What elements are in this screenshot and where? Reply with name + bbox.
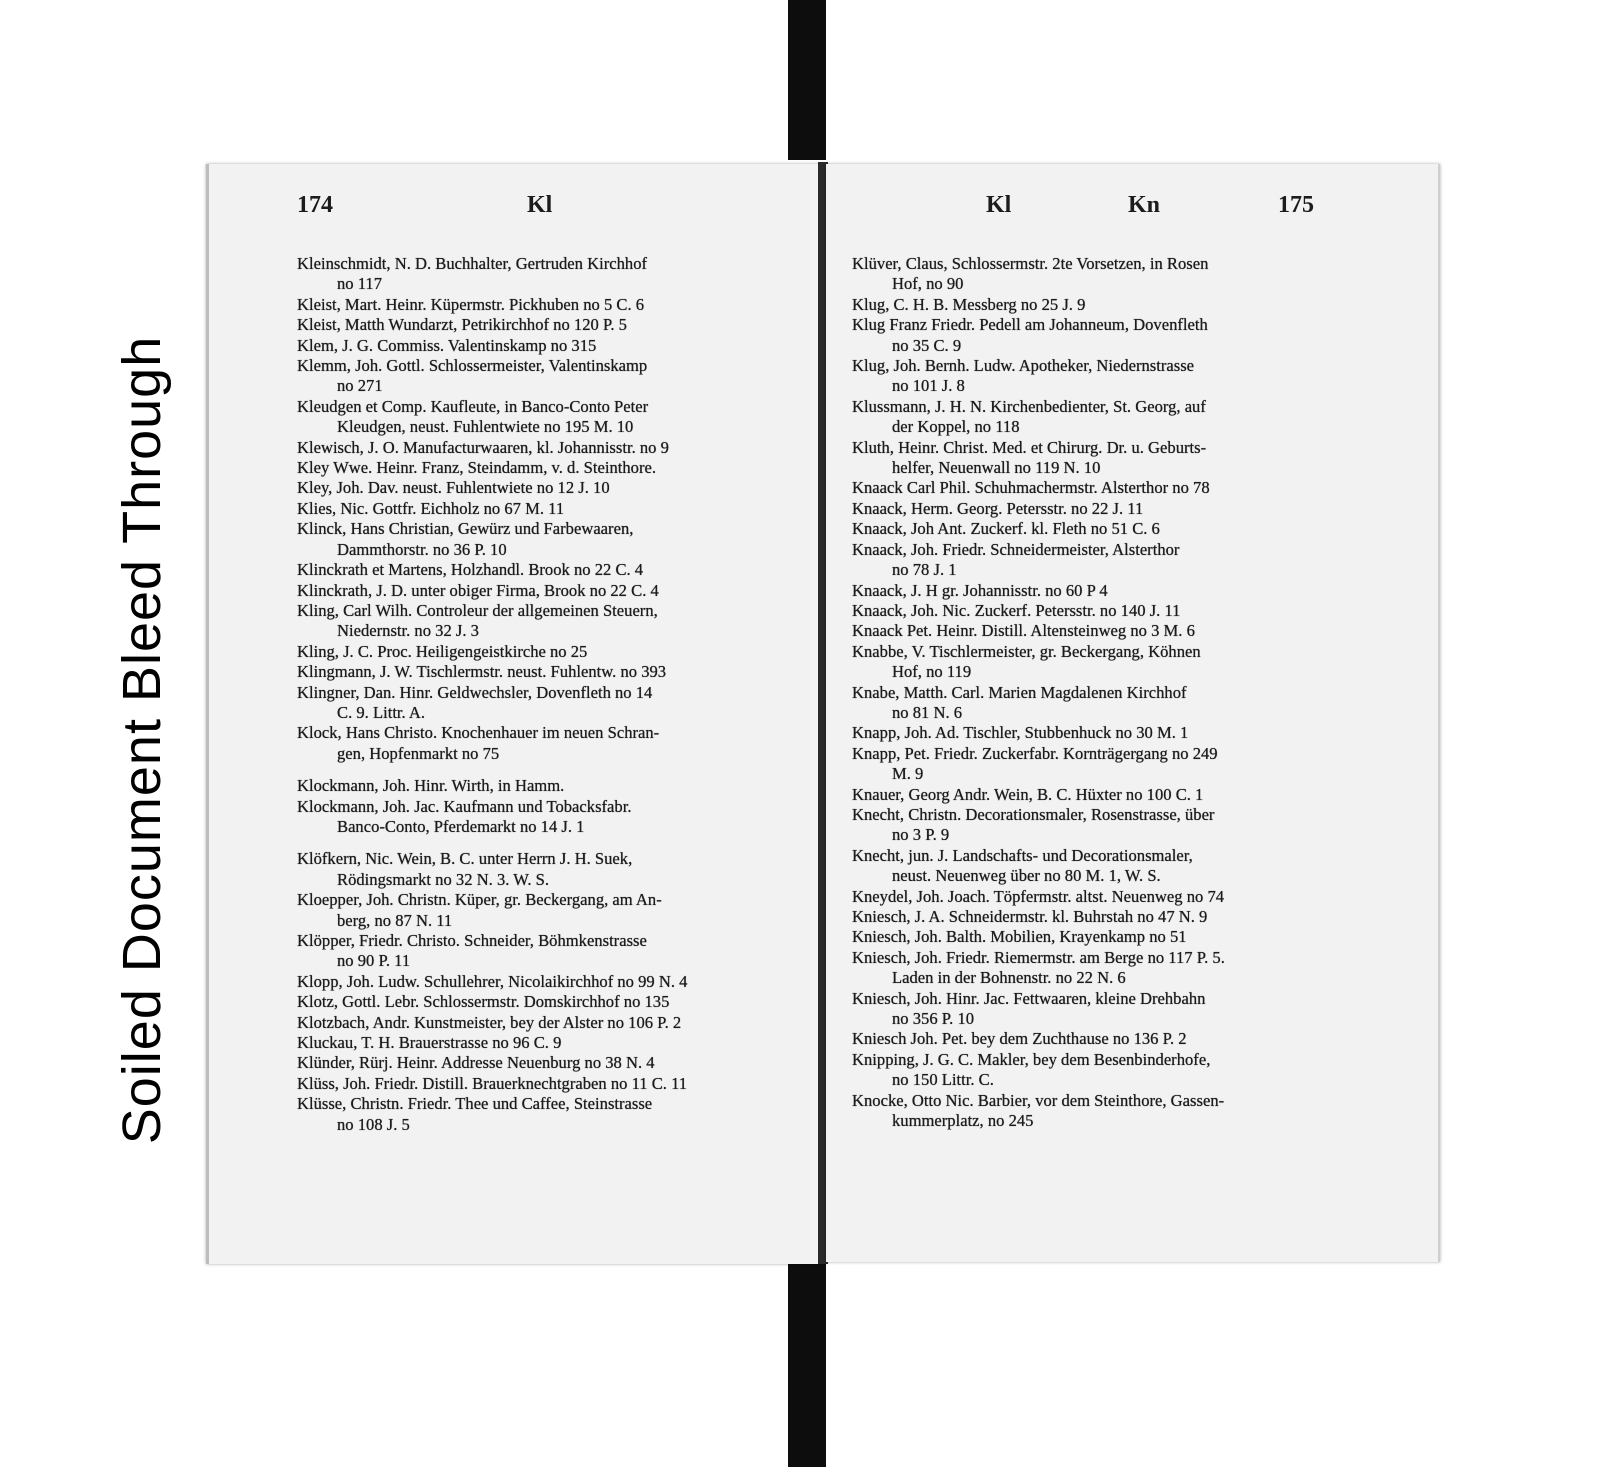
entry-text: Klockmann, Joh. Hinr. Wirth, in Hamm. [297, 776, 565, 796]
binding-spine-bottom [788, 1262, 826, 1467]
right-page-header-left: Kl [986, 192, 1012, 218]
entry-continuation: kummerplatz, no 245 [892, 1111, 1034, 1131]
directory-entry [297, 1013, 809, 1033]
directory-entry [852, 927, 1372, 947]
entry-continuation: no 35 C. 9 [892, 335, 962, 355]
entry-text: Knaack Pet. Heinr. Distill. Altensteinweg no 3 M. 6 [852, 621, 1195, 641]
entry-continuation: neust. Neuenweg über no 80 M. 1, W. S. [892, 866, 1161, 886]
entry-text: Knocke, Otto Nic. Barbier, vor dem Steinthore, Gassen- [852, 1090, 1225, 1110]
entry-text: Klussmann, J. H. N. Kirchenbedienter, St. Georg, auf [852, 396, 1206, 416]
directory-entry [852, 478, 1372, 498]
directory-entry [297, 776, 809, 796]
directory-entry [852, 1029, 1372, 1049]
left-page [206, 164, 823, 1264]
directory-entry [852, 601, 1372, 621]
entry-text: Kniesch, J. A. Schneidermstr. kl. Buhrstah no 47 N. 9 [852, 907, 1208, 926]
directory-entry [297, 683, 809, 724]
directory-entry [297, 642, 809, 662]
entry-continuation: berg, no 87 N. 11 [337, 910, 453, 930]
directory-entry [852, 356, 1372, 397]
directory-entry [297, 560, 809, 580]
entry-text: Kluckau, T. H. Brauerstrasse no 96 C. 9 [297, 1033, 562, 1053]
directory-entry [297, 1033, 809, 1053]
entry-text: Knaack Carl Phil. Schuhmachermstr. Alsterthor no 78 [852, 478, 1210, 498]
entry-text: Klüss, Joh. Friedr. Distill. Brauerknechtgraben no 11 C. 11 [297, 1073, 688, 1093]
entry-text: Klüsse, Christn. Friedr. Thee und Caffee, Steinstrasse [297, 1094, 653, 1114]
entry-text: Kneydel, Joh. Joach. Töpfermstr. altst. Neuenweg no 74 [852, 886, 1225, 906]
entry-text: Klock, Hans Christo. Knochenhauer im neuen Schran- [297, 723, 660, 743]
directory-entry [297, 478, 809, 498]
directory-entry [297, 723, 809, 764]
entry-text: Klüver, Claus, Schlossermstr. 2te Vorsetzen, in Rosen [852, 254, 1209, 273]
entry-text: Knauer, Georg Andr. Wein, B. C. Hüxter no 100 C. 1 [852, 784, 1204, 804]
entry-text: Knaack, Joh. Friedr. Schneidermeister, Alsterthor [852, 539, 1180, 559]
entry-text: Klöfkern, Nic. Wein, B. C. unter Herrn J. H. Suek, [297, 849, 633, 869]
directory-entry [297, 519, 809, 560]
entry-text: Knabe, Matth. Carl. Marien Magdalenen Kirchhof [852, 682, 1187, 702]
entry-text: Knaack, Joh Ant. Zuckerf. kl. Fleth no 51 C. 6 [852, 519, 1160, 539]
directory-entry [852, 907, 1372, 927]
entry-text: Klinck, Hans Christian, Gewürz und Farbewaaren, [297, 519, 634, 539]
entry-text: Kling, J. C. Proc. Heiligengeistkirche no 25 [297, 641, 588, 661]
directory-entry [297, 581, 809, 601]
entry-text: Kniesch, Joh. Balth. Mobilien, Krayenkamp no 51 [852, 927, 1187, 947]
entry-continuation: no 81 N. 6 [892, 702, 963, 722]
directory-entry [852, 1050, 1372, 1091]
directory-entry [297, 972, 809, 992]
entry-continuation: Kleudgen, neust. Fuhlentwiete no 195 M. 10 [337, 417, 634, 437]
entry-text: Klockmann, Joh. Jac. Kaufmann und Tobacksfabr. [297, 796, 632, 816]
directory-entry [297, 1094, 809, 1135]
directory-entry [852, 723, 1372, 743]
directory-entry [852, 1091, 1372, 1132]
entry-text: Klöpper, Friedr. Christo. Schneider, Böhmkenstrasse [297, 931, 647, 950]
directory-entry [297, 1074, 809, 1094]
directory-entry [297, 356, 809, 397]
directory-entry [297, 992, 809, 1012]
entry-text: Kniesch, Joh. Hinr. Jac. Fettwaaren, kleine Drehbahn [852, 988, 1206, 1008]
entry-continuation: Banco-Conto, Pferdemarkt no 14 J. 1 [337, 816, 585, 836]
entry-text: Kleudgen et Comp. Kaufleute, in Banco-Conto Peter [297, 396, 649, 416]
directory-entry [852, 683, 1372, 724]
directory-entry [852, 519, 1372, 539]
entry-text: Klünder, Rürj. Heinr. Addresse Neuenburg no 38 N. 4 [297, 1053, 655, 1073]
directory-entry [852, 499, 1372, 519]
directory-entry [297, 849, 809, 890]
entry-text: Kleist, Matth Wundarzt, Petrikirchhof no 120 P. 5 [297, 315, 627, 335]
directory-entry [297, 438, 809, 458]
entry-continuation: Dammthorstr. no 36 P. 10 [337, 539, 507, 559]
entry-text: Knecht, jun. J. Landschafts- und Decorationsmaler, [852, 845, 1193, 865]
entry-text: Kley Wwe. Heinr. Franz, Steindamm, v. d. Steinthore. [297, 458, 657, 478]
entry-continuation: no 3 P. 9 [892, 825, 950, 845]
directory-entry [297, 890, 809, 931]
directory-entry [852, 989, 1372, 1030]
directory-entry [852, 846, 1372, 887]
directory-entry [852, 642, 1372, 683]
entry-continuation: C. 9. Littr. A. [337, 702, 426, 722]
entry-text: Klopp, Joh. Ludw. Schullehrer, Nicolaikirchhof no 99 N. 4 [297, 971, 688, 991]
directory-entry [852, 621, 1372, 641]
directory-entry [852, 785, 1372, 805]
entry-text: Klug, C. H. B. Messberg no 25 J. 9 [852, 294, 1086, 314]
entry-text: Kniesch, Joh. Friedr. Riemermstr. am Berge no 117 P. 5. [852, 947, 1225, 967]
entry-continuation: Niedernstr. no 32 J. 3 [337, 621, 479, 641]
left-page-header: Kl [527, 192, 553, 218]
right-page [826, 164, 1440, 1262]
directory-entry [297, 397, 809, 438]
entry-continuation: no 356 P. 10 [892, 1009, 975, 1029]
directory-entry [297, 662, 809, 682]
entry-text: Kluth, Heinr. Christ. Med. et Chirurg. Dr. u. Geburts- [852, 437, 1207, 457]
entry-continuation: no 78 J. 1 [892, 560, 957, 580]
banner-label: Soiled Document Bleed Through [112, 335, 172, 1145]
left-entry-list [297, 254, 809, 1135]
left-page-number: 174 [297, 192, 333, 218]
entry-text: Klewisch, J. O. Manufacturwaaren, kl. Johannisstr. no 9 [297, 437, 669, 457]
entry-continuation: no 271 [337, 376, 383, 396]
right-entry-list [852, 254, 1372, 1131]
entry-text: Kloepper, Joh. Christn. Küper, gr. Beckergang, am An- [297, 890, 662, 910]
entry-text: Knapp, Joh. Ad. Tischler, Stubbenhuck no 30 M. 1 [852, 723, 1189, 743]
entry-text: Klingner, Dan. Hinr. Geldwechsler, Dovenfleth no 14 [297, 682, 653, 702]
entry-continuation: Laden in der Bohnenstr. no 22 N. 6 [892, 968, 1126, 988]
directory-entry [297, 797, 809, 838]
entry-continuation: no 150 Littr. C. [892, 1070, 994, 1090]
entry-text: Klotzbach, Andr. Kunstmeister, bey der Alster no 106 P. 2 [297, 1012, 682, 1032]
entry-continuation: Hof, no 119 [892, 662, 972, 682]
entry-text: Klug Franz Friedr. Pedell am Johanneum, Dovenfleth [852, 315, 1208, 335]
entry-text: Klem, J. G. Commiss. Valentinskamp no 315 [297, 335, 597, 355]
directory-entry [852, 948, 1372, 989]
entry-text: Kleinschmidt, N. D. Buchhalter, Gertruden Kirchhof [297, 254, 648, 273]
binding-spine-top [788, 0, 826, 160]
entry-text: Kley, Joh. Dav. neust. Fuhlentwiete no 12 J. 10 [297, 478, 610, 498]
entry-continuation: der Koppel, no 118 [892, 417, 1020, 437]
directory-entry [852, 581, 1372, 601]
directory-entry [852, 438, 1372, 479]
entry-continuation: gen, Hopfenmarkt no 75 [337, 743, 500, 763]
entry-continuation: no 90 P. 11 [337, 951, 411, 971]
directory-entry [852, 295, 1372, 315]
entry-continuation: no 117 [337, 274, 383, 294]
directory-entry [297, 931, 809, 972]
directory-entry [852, 540, 1372, 581]
entry-continuation: helfer, Neuenwall no 119 N. 10 [892, 458, 1101, 478]
entry-text: Knaack, Herm. Georg. Petersstr. no 22 J. 11 [852, 498, 1144, 518]
entry-text: Klies, Nic. Gottfr. Eichholz no 67 M. 11 [297, 498, 565, 518]
entry-text: Klinckrath et Martens, Holzhandl. Brook no 22 C. 4 [297, 560, 644, 580]
directory-entry [852, 315, 1372, 356]
right-page-header-right: Kn [1128, 192, 1161, 218]
directory-entry [297, 601, 809, 642]
entry-text: Kling, Carl Wilh. Controleur der allgemeinen Steuern, [297, 600, 658, 620]
entry-text: Klingmann, J. W. Tischlermstr. neust. Fuhlentw. no 393 [297, 662, 667, 682]
entry-text: Knecht, Christn. Decorationsmaler, Rosenstrasse, über [852, 804, 1215, 824]
directory-entry [297, 499, 809, 519]
entry-text: Klotz, Gottl. Lebr. Schlossermstr. Domskirchhof no 135 [297, 992, 670, 1012]
entry-continuation: M. 9 [892, 764, 924, 784]
entry-text: Kleist, Mart. Heinr. Küpermstr. Pickhuben no 5 C. 6 [297, 294, 645, 314]
entry-text: Klug, Joh. Bernh. Ludw. Apotheker, Niedernstrasse [852, 356, 1195, 376]
directory-entry [852, 254, 1372, 295]
entry-text: Knapp, Pet. Friedr. Zuckerfabr. Kornträgergang no 249 [852, 743, 1218, 763]
directory-entry [297, 315, 809, 335]
entry-text: Klinckrath, J. D. unter obiger Firma, Brook no 22 C. 4 [297, 580, 659, 600]
entry-text: Kniesch Joh. Pet. bey dem Zuchthause no 136 P. 2 [852, 1029, 1187, 1049]
directory-entry [852, 744, 1372, 785]
right-page-number: 175 [1278, 192, 1314, 218]
entry-continuation: Rödingsmarkt no 32 N. 3. W. S. [337, 869, 550, 889]
directory-entry [297, 295, 809, 315]
entry-continuation: Hof, no 90 [892, 274, 964, 294]
entry-text: Knipping, J. G. C. Makler, bey dem Besenbinderhofe, [852, 1049, 1211, 1069]
entry-text: Knaack, J. H gr. Johannisstr. no 60 P 4 [852, 580, 1108, 600]
entry-continuation: no 101 J. 8 [892, 376, 965, 396]
directory-entry [297, 1053, 809, 1073]
directory-entry [852, 397, 1372, 438]
directory-entry [852, 887, 1372, 907]
entry-continuation: no 108 J. 5 [337, 1114, 410, 1134]
directory-entry [297, 254, 809, 295]
directory-entry [297, 336, 809, 356]
directory-entry [297, 458, 809, 478]
entry-text: Knabbe, V. Tischlermeister, gr. Beckergang, Köhnen [852, 641, 1201, 661]
entry-text: Klemm, Joh. Gottl. Schlossermeister, Valentinskamp [297, 356, 648, 376]
entry-text: Knaack, Joh. Nic. Zuckerf. Petersstr. no 140 J. 11 [852, 600, 1181, 620]
directory-entry [852, 805, 1372, 846]
